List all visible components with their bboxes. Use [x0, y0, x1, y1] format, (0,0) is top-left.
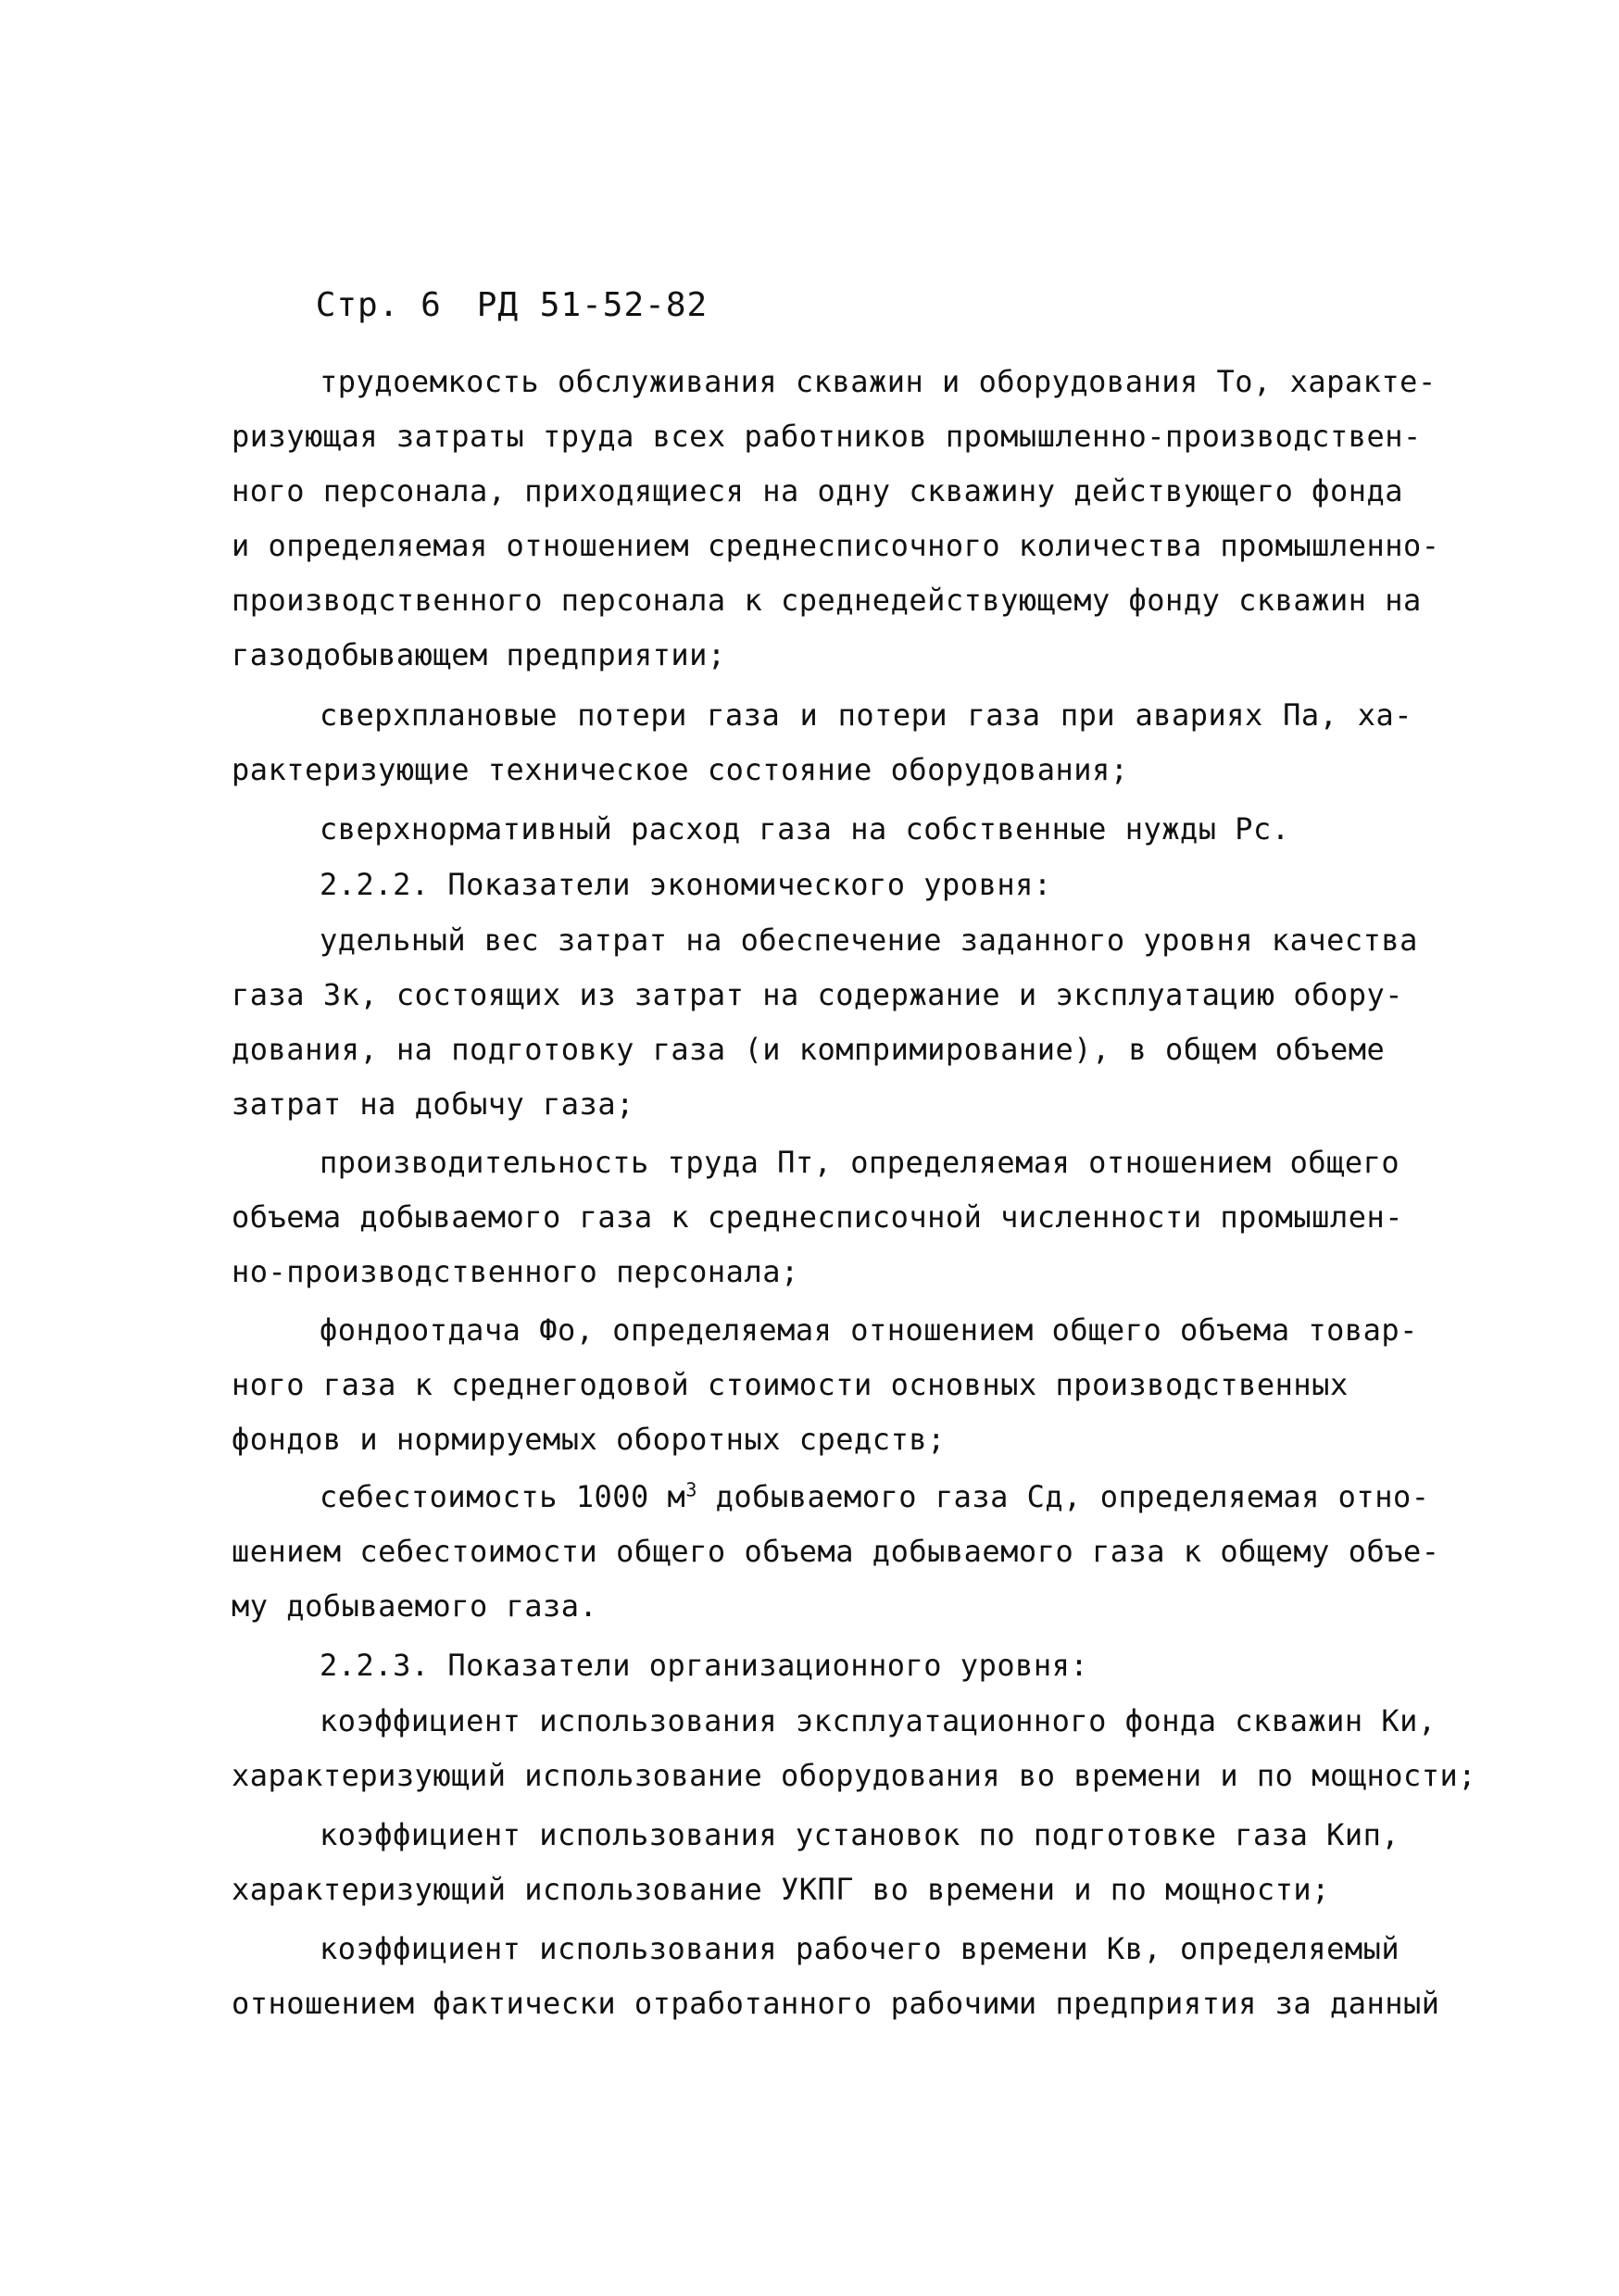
section-heading: 2.2.3. Показатели организационного уровня: — [320, 1648, 1089, 1683]
text-line: коэффициент использования установок по подготовке газа Кип, — [320, 1817, 1400, 1852]
text-line: фондоотдача Фо, определяемая отношением общего объема товар- — [320, 1312, 1418, 1348]
text-line: ного персонала, приходящиеся на одну скважину действующего фонда — [232, 473, 1403, 508]
page-number: Стр. 6 — [315, 286, 442, 324]
text-line: объема добываемого газа к среднесписочной численности промышлен- — [232, 1199, 1403, 1235]
text-line: коэффициент использования рабочего времени Кв, определяемый — [320, 1931, 1400, 1966]
text-line: затрат на добычу газа; — [232, 1086, 634, 1122]
text-line: сверхнормативный расход газа на собственные нужды Рс. — [320, 811, 1290, 847]
text-line: газодобывающем предприятии; — [232, 637, 726, 672]
superscript: 3 — [685, 1478, 697, 1501]
text-line: шением себестоимости общего объема добываемого газа к общему объе- — [232, 1534, 1440, 1569]
text-fragment: себестоимость 1000 м — [320, 1479, 686, 1514]
text-fragment: добываемого газа Сд, определяемая отно- — [697, 1479, 1430, 1514]
text-line: и определяемая отношением среднесписочного количества промышленно- — [232, 528, 1440, 563]
text-line: сверхплановые потери газа и потери газа при авариях Па, ха- — [320, 697, 1412, 733]
text-line: производительность труда Пт, определяемая отношением общего — [320, 1145, 1400, 1180]
text-line: газа Зк, состоящих из затрат на содержание и эксплуатацию обору- — [232, 977, 1403, 1012]
text-line: коэффициент использования эксплуатационного фонда скважин Ки, — [320, 1703, 1437, 1738]
text-line: производственного персонала к среднедействующему фонду скважин на — [232, 583, 1422, 618]
text-line: характеризующий использование оборудования во времени и по мощности; — [232, 1758, 1477, 1793]
document-code: РД 51-52-82 — [476, 286, 709, 324]
text-line: ризующая затраты труда всех работников промышленно-производствен- — [232, 419, 1422, 454]
text-line: ного газа к среднегодовой стоимости основных производственных — [232, 1367, 1349, 1402]
section-heading: 2.2.2. Показатели экономического уровня: — [320, 867, 1052, 902]
text-line: му добываемого газа. — [232, 1588, 598, 1624]
text-line: дования, на подготовку газа (и компримирование), в общем объеме — [232, 1032, 1386, 1067]
text-line: трудоемкость обслуживания скважин и оборудования То, характе- — [320, 364, 1437, 399]
text-line: удельный вес затрат на обеспечение заданного уровня качества — [320, 922, 1418, 958]
page-header — [232, 248, 743, 362]
text-line: отношением фактически отработанного рабочими предприятия за данный — [232, 1986, 1440, 2021]
text-line: рактеризующие техническое состояние оборудования; — [232, 752, 1129, 787]
text-line: фондов и нормируемых оборотных средств; — [232, 1422, 946, 1457]
text-line: характеризующий использование УКПГ во времени и по мощности; — [232, 1872, 1330, 1907]
text-line: но-производственного персонала; — [232, 1254, 799, 1289]
text-line — [320, 1478, 1430, 1515]
